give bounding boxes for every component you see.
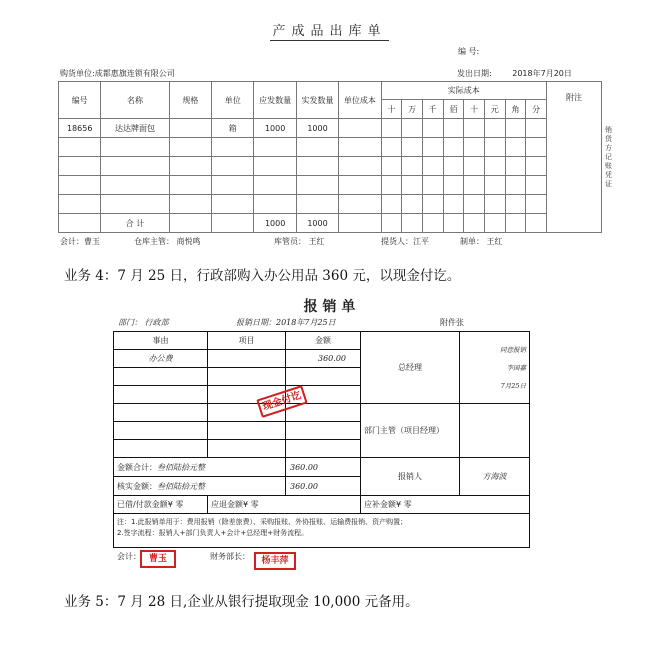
date-label: 发出日期: — [457, 69, 492, 78]
gm-signature: 同意报销 李国嘉 7月25日 — [460, 332, 530, 404]
header-item: 事由 — [114, 332, 208, 350]
business-4-text: 业务 4：7 月 25 日，行政部购入办公用品 360 元，以现金付讫。 — [64, 268, 461, 284]
table-row — [59, 195, 602, 214]
gm-label: 总经理 — [361, 332, 460, 404]
cell-qty-actual: 1000 — [296, 119, 338, 138]
cell-qty-due: 1000 — [254, 119, 296, 138]
table-row — [59, 176, 602, 195]
date-value: 2018年7月20日 — [512, 69, 572, 78]
cell-item: 办公费 — [114, 350, 208, 368]
digit-header: 分 — [526, 100, 547, 119]
header-qty-due: 应发数量 — [254, 82, 296, 119]
header-code: 编号 — [59, 82, 101, 119]
business-5-text: 业务 5：7 月 28 日,企业从银行提取现金 10,000 元备用。 — [64, 594, 419, 610]
footer-keeper: 库管员： 王红 — [274, 237, 325, 246]
total-row — [59, 214, 602, 233]
supplement-cell: 应补金额¥ 零 — [361, 496, 530, 514]
side-note: 销货方记账凭证 — [605, 126, 612, 188]
header-qty-actual: 实发数量 — [296, 82, 338, 119]
date-line — [457, 68, 572, 79]
header-note: 附注 — [546, 82, 601, 233]
footer-preparer: 制单： 王红 — [460, 237, 503, 246]
delivery-note-title: 产成品出库单 — [272, 24, 387, 39]
expense-table — [113, 331, 530, 548]
accountant-label: 会计： — [117, 552, 141, 561]
table-row — [59, 157, 602, 176]
digit-header: 元 — [484, 100, 505, 119]
footer-picker: 提货人：江平 — [381, 237, 429, 246]
table-row — [59, 119, 602, 138]
digit-header: 万 — [402, 100, 423, 119]
digit-header: 十 — [464, 100, 485, 119]
attachments-label: 附件张 — [440, 318, 464, 327]
total-qty-due: 1000 — [254, 214, 296, 233]
header-unit: 单位 — [212, 82, 254, 119]
note-line-2: 2.签字流程：报销人+部门负责人+会计+总经理+财务流程。 — [117, 529, 309, 537]
header-unit-cost: 单位成本 — [339, 82, 381, 119]
header-spec: 规格 — [169, 82, 211, 119]
prepaid-cell: 已借/付款金额¥ 零 — [114, 496, 208, 514]
supervisor-label: 部门主管（项目经理） — [361, 404, 460, 458]
finance-stamp: 杨丰萍 — [254, 552, 296, 570]
note-line-1: 注：1.此报销单用于：费用报销（除差旅费）、采购报账、外协报账、运输费报销、资产购置； — [117, 518, 408, 526]
accountant-stamp: 曹玉 — [140, 550, 176, 568]
table-row — [114, 404, 530, 422]
verified-amount: 360.00 — [286, 477, 361, 496]
header-name: 名称 — [101, 82, 169, 119]
digit-header: 角 — [505, 100, 526, 119]
finance-label: 财务部长： — [210, 552, 250, 561]
footer-warehouse: 仓库主管： 商悦鸣 — [134, 237, 201, 246]
expense-date: 报销日期：2018年7月25日 — [236, 318, 336, 327]
buyer-line — [60, 68, 175, 79]
refund-cell: 应退金额¥ 零 — [208, 496, 361, 514]
expense-dept: 部门： 行政部 — [118, 318, 169, 327]
header-project: 项目 — [208, 332, 286, 350]
verified-cell: 核实金额：叁佰陆拾元整 — [114, 477, 286, 496]
cell-code: 18656 — [59, 119, 101, 138]
header-amount: 金额 — [286, 332, 361, 350]
buyer-value: 成都惠旗连锁有限公司 — [94, 69, 175, 78]
digit-header: 佰 — [443, 100, 464, 119]
digit-header: 十 — [381, 100, 402, 119]
buyer-label: 购货单位: — [60, 69, 95, 78]
notes-row — [114, 514, 530, 548]
total-label: 合 计 — [101, 214, 169, 233]
notes-cell — [114, 514, 530, 548]
total-row — [114, 458, 530, 477]
delivery-table — [58, 81, 602, 233]
applicant-name: 方海波 — [460, 458, 530, 496]
cell-unit: 箱 — [212, 119, 254, 138]
cell-name: 达达牌面包 — [101, 119, 169, 138]
number-label: 编 号: — [458, 47, 480, 56]
expense-form-title: 报 销 单 — [303, 299, 356, 315]
applicant-label: 报销人 — [361, 458, 460, 496]
cash-paid-stamp: 现金付讫 — [256, 385, 308, 418]
cell-spec — [169, 119, 211, 138]
cell-amount: 360.00 — [286, 350, 361, 368]
header-actual-cost: 实际成本 — [381, 82, 546, 100]
balance-row — [114, 496, 530, 514]
total-amount: 360.00 — [286, 458, 361, 477]
total-qty-actual: 1000 — [296, 214, 338, 233]
table-row — [59, 138, 602, 157]
digit-header: 千 — [422, 100, 443, 119]
footer-accountant: 会计：曹玉 — [60, 237, 100, 246]
total-cell: 金额合计：叁佰陆拾元整 — [114, 458, 286, 477]
